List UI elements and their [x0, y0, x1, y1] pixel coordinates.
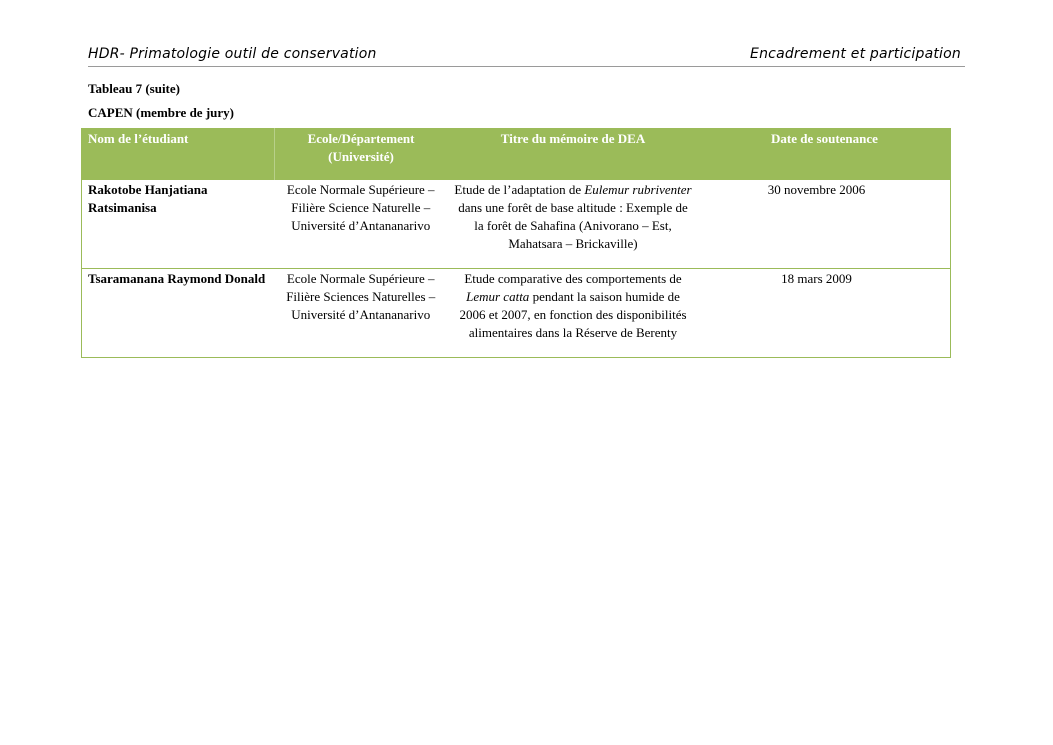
- thesis-title-end: pendant la saison humide de 2006 et 2007, en fonction des disponibilités alimentaires dans la Réserve de Berenty: [459, 289, 687, 340]
- defense-date: [699, 269, 951, 358]
- table-row: [82, 180, 951, 269]
- column-header-student: Nom de l’étudiant: [82, 129, 275, 181]
- jury-table: [81, 128, 951, 358]
- table-row: [82, 269, 951, 358]
- column-header-defense-date: Date de soutenance: [699, 129, 951, 181]
- header-right-title: Encadrement et participation: [750, 46, 961, 62]
- student-name: Tsaramanana Raymond Donald: [88, 271, 266, 286]
- school-department: Ecole Normale Supérieure – Filière Science Naturelle – Université d’Antananarivo: [275, 180, 448, 269]
- table-caption: Tableau 7 (suite): [88, 81, 180, 96]
- species-name: Lemur catta: [466, 289, 530, 304]
- defense-date: [699, 180, 951, 269]
- defense-date-text: 18 mars 2009: [781, 271, 852, 286]
- column-header-thesis-title: Titre du mémoire de DEA: [447, 129, 699, 181]
- species-name: Eulemur rubriventer: [584, 182, 692, 197]
- thesis-title: [447, 269, 699, 358]
- column-header-school: Ecole/Département (Université): [275, 129, 448, 181]
- school-department: Ecole Normale Supérieure – Filière Sciences Naturelles – Université d’Antananarivo: [286, 271, 436, 322]
- table-header-row: [82, 129, 951, 181]
- table-subtitle: CAPEN (membre de jury): [88, 105, 234, 120]
- thesis-title-start: Etude comparative des comportements de: [464, 271, 682, 286]
- running-header: [88, 44, 965, 67]
- thesis-title-end: dans une forêt de base altitude : Exemple de la forêt de Sahafina (Anivorano – Est, Mahatsara – Brickaville): [458, 200, 688, 251]
- student-name: Rakotobe Hanjatiana Ratsimanisa: [82, 180, 275, 269]
- header-left-title: HDR- Primatologie outil de conservation: [88, 46, 377, 62]
- thesis-title-start: Etude de l’adaptation de: [454, 182, 585, 197]
- thesis-title: [447, 180, 699, 269]
- defense-date-text: 30 novembre 2006: [767, 182, 866, 197]
